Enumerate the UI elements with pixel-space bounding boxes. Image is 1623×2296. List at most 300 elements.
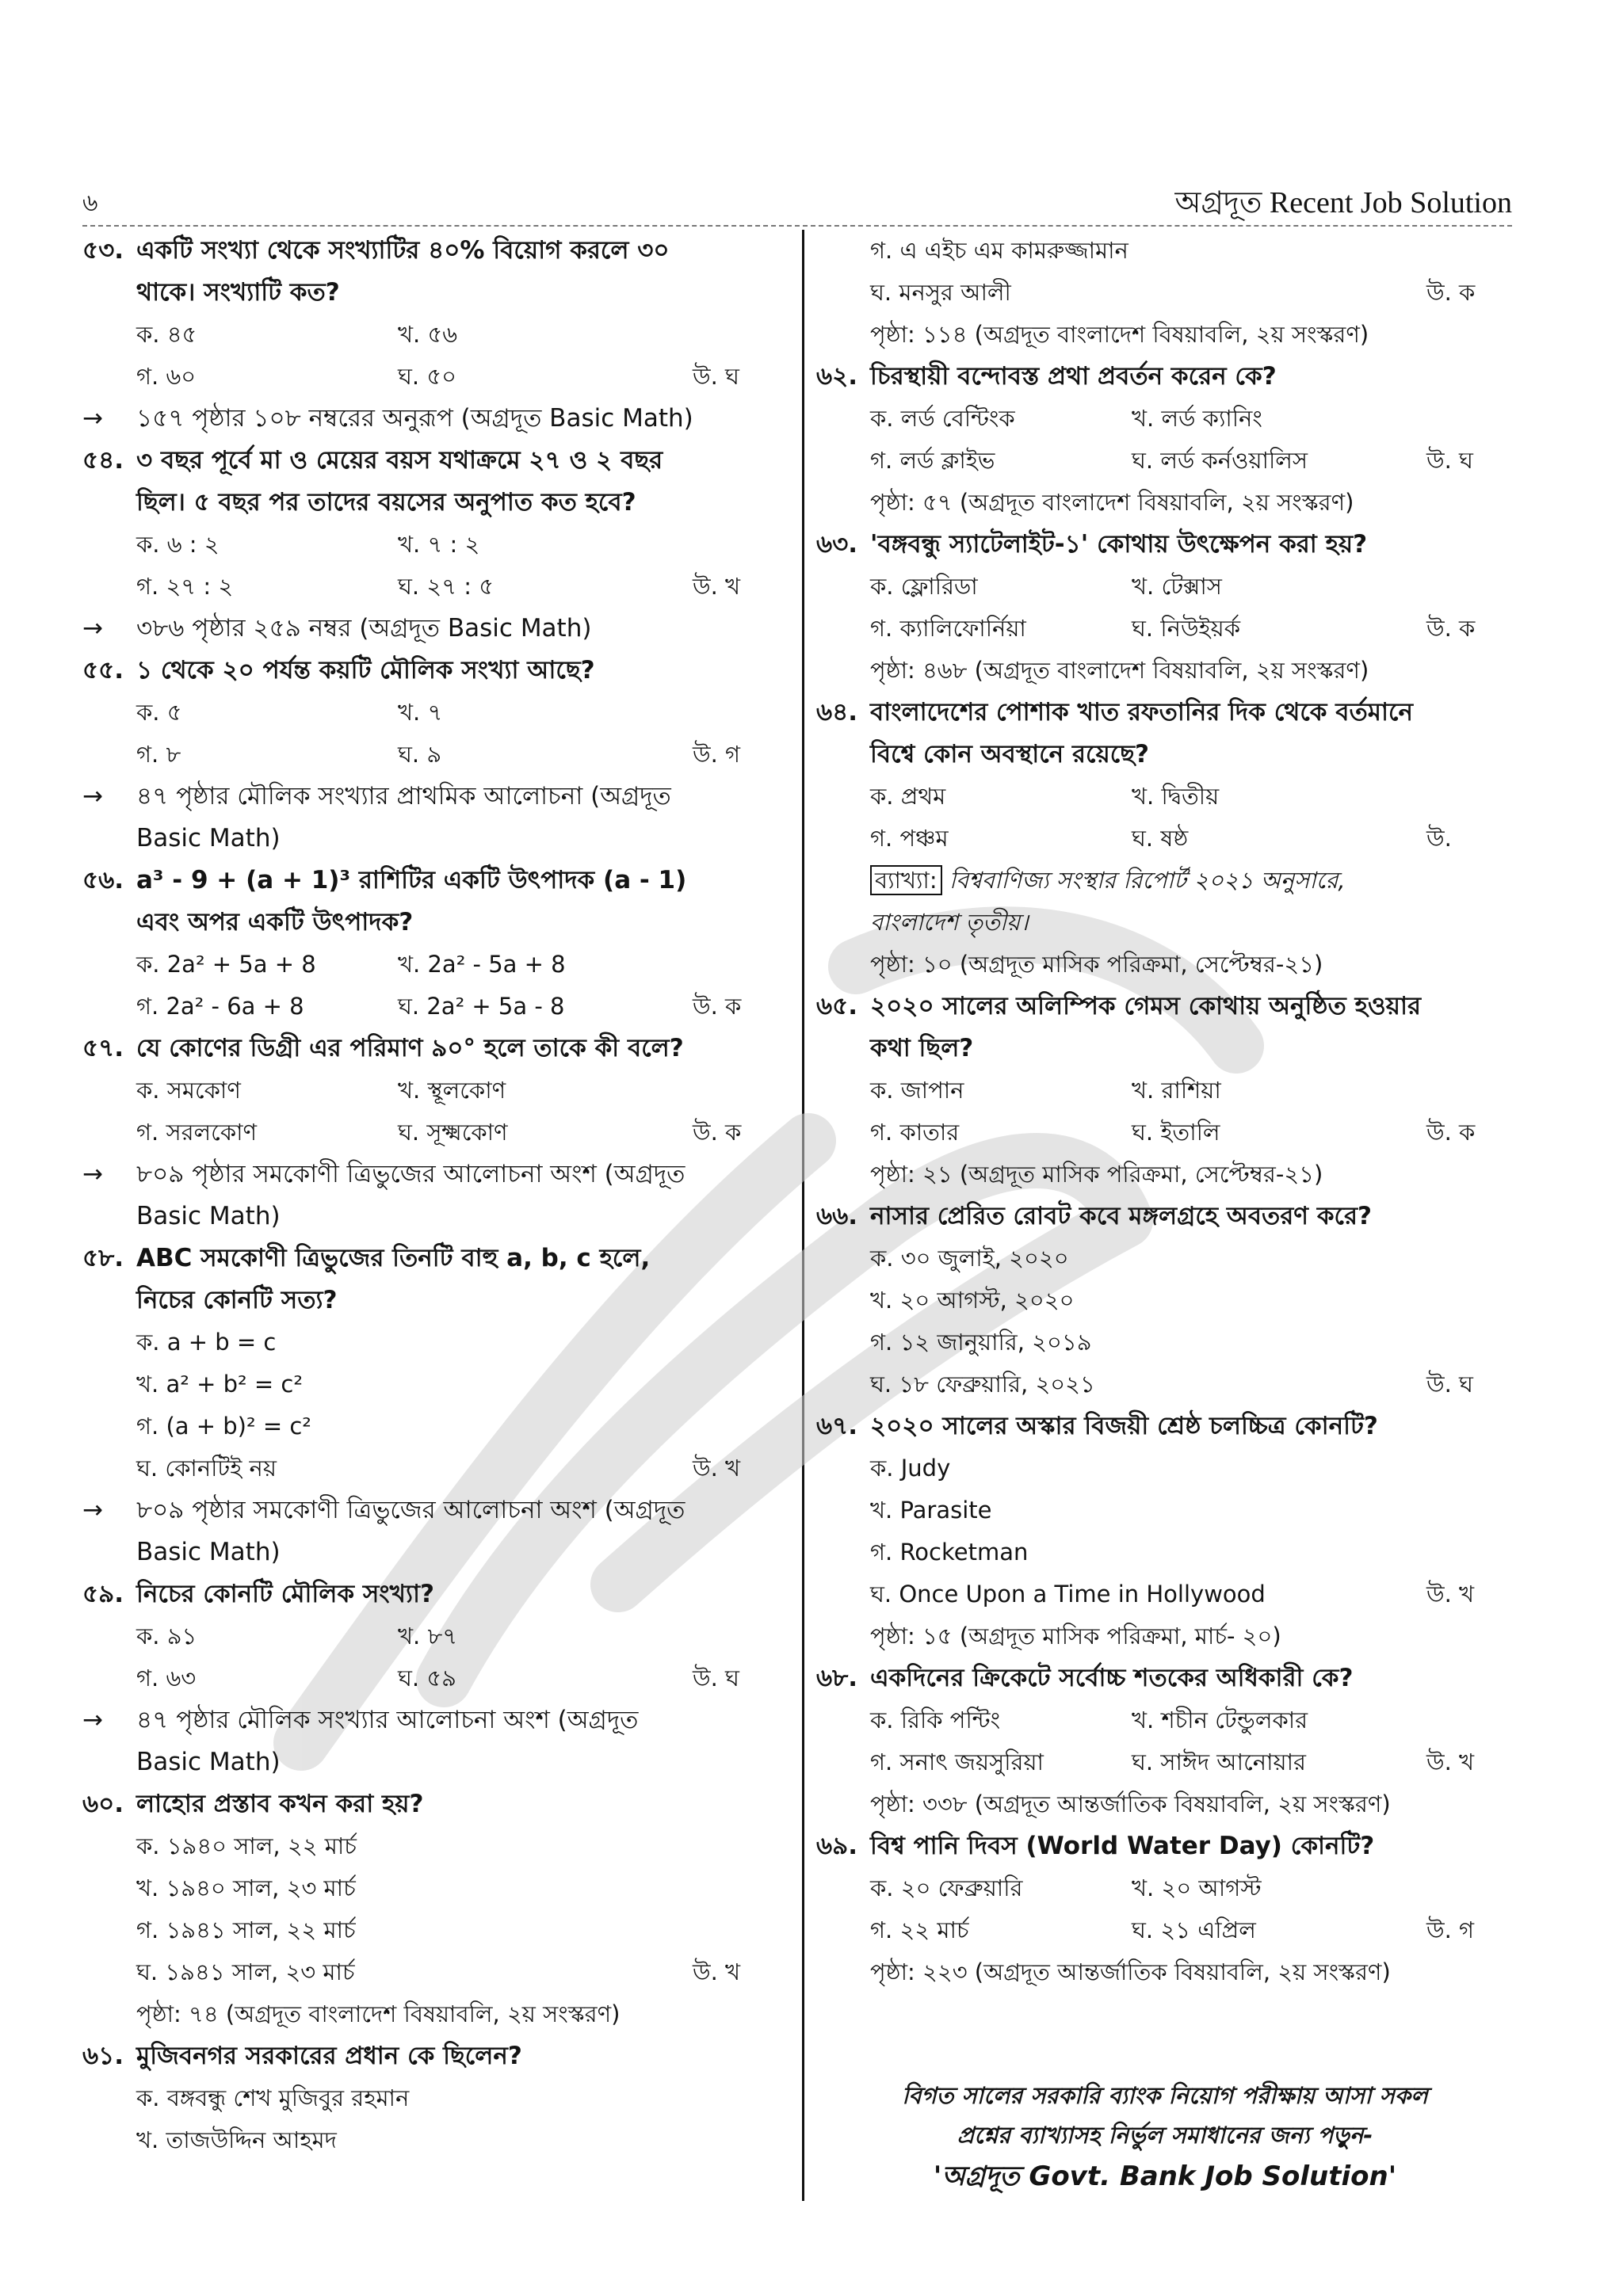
option: ঘ. সূক্ষ্মকোণ [398,1119,508,1146]
option: গ. সনাৎ জয়সুরিয়া [870,1749,1044,1775]
option-row [136,1070,780,1112]
explanation-tag: ব্যাখ্যা: [870,865,942,895]
options [82,2077,780,2161]
source-reference: পৃষ্ঠা: ১৫ (অগ্রদূত মাসিক পরিক্রমা, মার্চ- ২০) [870,1623,1281,1650]
reference-text: ৮০৯ পৃষ্ঠার সমকোণী ত্রিভুজের আলোচনা অংশ (অগ্রদূত [136,1160,685,1188]
option: খ. রাশিয়া [1132,1077,1221,1104]
answer-label [693,944,780,986]
option: ঘ. ১৯৪১ সাল, ২৩ মার্চ [136,1958,355,1985]
reference-text: Basic Math) [136,1538,281,1566]
reference-text: ৩৮৬ পৃষ্ঠার ২৫৯ নম্বর (অগ্রদূত Basic Math) [136,614,592,643]
answer-label: উ. খ [693,1958,741,1985]
footer-line-1: বিগত সালের সরকারি ব্যাংক নিয়োগ পরীক্ষায় আসা সকল [902,2082,1428,2109]
question-line [816,1825,1514,1867]
option: গ. ২২ মার্চ [870,1917,969,1943]
option-row [870,1531,1514,1573]
option-row [136,2119,780,2161]
option: গ. 2a² - 6a + 8 [136,993,304,1020]
answer-label [1426,1238,1514,1280]
question-text-continued: নিচের কোনটি সত্য? [136,1286,338,1314]
option-row [136,692,780,734]
option-row [136,2077,780,2119]
question-text: ABC সমকোণী ত্রিভুজের তিনটি বাহু a, b, c হলে, [136,1244,651,1272]
question-text: বিশ্ব পানি দিবস (World Water Day) কোনটি? [870,1832,1375,1860]
question-text: যে কোণের ডিগ্রী এর পরিমাণ ৯০° হলে তাকে কী বলে? [136,1034,684,1062]
option-row [870,398,1514,440]
option: গ. ১২ জানুয়ারি, ২০১৯ [870,1329,1092,1356]
option: ক. ১৯৪০ সাল, ২২ মার্চ [136,1833,357,1859]
option: গ. কাতার [870,1119,960,1146]
option: খ. ৭ : ২ [398,531,480,558]
question-line [816,1196,1514,1238]
question-text: একদিনের ক্রিকেটে সর্বোচ্চ শতকের অধিকারী কে? [870,1664,1354,1692]
option: ঘ. 2a² + 5a - 8 [398,993,565,1020]
option: ক. ৫ [136,699,182,726]
explanation-line [816,902,1514,944]
answer-label [693,1615,780,1657]
option-row [136,734,780,776]
option: গ. (a + b)² = c² [136,1413,311,1440]
answer-label: উ. ঘ [693,1665,739,1691]
option-row [136,1405,780,1447]
arrow-icon: → [82,614,103,643]
question-text: ৩ বছর পূর্বে মা ও মেয়ের বয়স যথাক্রমে ২৭ ও ২ বছর [136,446,663,475]
option: গ. লর্ড ক্লাইভ [870,447,995,474]
options [816,230,1514,314]
answer-label: উ. খ [1426,1581,1475,1608]
question-block [82,1238,780,1573]
option: খ. লর্ড ক্যানিং [1132,405,1262,432]
source-reference: পৃষ্ঠা: ৫৭ (অগ্রদূত বাংলাদেশ বিষয়াবলি, ২য় সংস্করণ) [870,489,1354,516]
question-block [82,1028,780,1238]
question-text: লাহোর প্রস্তাব কখন করা হয়? [136,1790,424,1818]
answer-label [1426,1447,1514,1489]
option-row [870,440,1514,482]
question-text-continued: বিশ্বে কোন অবস্থানে রয়েছে? [870,740,1149,769]
question-block [816,524,1514,692]
options [82,1615,780,1699]
question-number: ৬১. [82,2042,124,2070]
reference-line [82,776,780,818]
options [82,692,780,776]
option: ক. জাপান [870,1077,964,1104]
option-row [870,1699,1514,1741]
question-block [816,986,1514,1196]
answer-label: উ. ঘ [1426,1371,1473,1398]
source-reference: পৃষ্ঠা: ২২৩ (অগ্রদূত আন্তর্জাতিক বিষয়াবলি, ২য় সংস্করণ) [870,1958,1391,1985]
option-row [136,1447,780,1489]
option: গ. Rocketman [870,1539,1029,1566]
answer-label [693,1867,780,1909]
option-row [136,1615,780,1657]
explanation-text: বিশ্ববাণিজ্য সংস্থার রিপোর্ট ২০২১ অনুসারে, [949,867,1346,894]
answer-label [693,1405,780,1447]
options [82,1825,780,1993]
options [82,1070,780,1154]
question-text: মুজিবনগর সরকারের প্রধান কে ছিলেন? [136,2042,522,2070]
question-number: ৬৯. [816,1832,858,1860]
option-row [136,1951,780,1993]
options [816,1699,1514,1783]
option: খ. শচীন টেন্ডুলকার [1132,1707,1308,1733]
source-reference: পৃষ্ঠা: ১১৪ (অগ্রদূত বাংলাদেশ বিষয়াবলি, ২য় সংস্করণ) [870,321,1369,348]
arrow-icon: → [82,404,103,433]
question-line [82,650,780,692]
explanation-text: বাংলাদেশ তৃতীয়। [870,909,1029,936]
question-number: ৬৮. [816,1664,858,1692]
answer-label: উ. খ [1426,1749,1475,1775]
left-column [82,230,780,2161]
option-row [136,1825,780,1867]
option-row [870,1112,1514,1154]
option: গ. ১৯৪১ সাল, ২২ মার্চ [136,1917,356,1943]
option: ক. ৬ : ২ [136,531,220,558]
question-line [82,230,780,272]
question-line [82,2035,780,2077]
option: গ. ৬৩ [136,1665,197,1691]
answer-label [693,1322,780,1363]
question-block [82,440,780,650]
option-row [870,1070,1514,1112]
question-number: ৫৩. [82,236,124,265]
options [82,1322,780,1489]
option: খ. টেক্সাস [1132,573,1222,600]
question-block [816,356,1514,524]
arrow-icon: → [82,1160,103,1188]
question-text: একটি সংখ্যা থেকে সংখ্যাটির ৪০% বিয়োগ করলে ৩০ [136,236,670,265]
answer-label [1426,230,1514,272]
question-number: ৫৮. [82,1244,124,1272]
question-block [82,650,780,860]
reference-line [82,1531,780,1573]
option-row [870,1867,1514,1909]
option-row [136,356,780,398]
question-line [816,1657,1514,1699]
question-block [816,1825,1514,1993]
answer-label [1426,566,1514,608]
question-number: ৫৭. [82,1034,124,1062]
option-row [870,1322,1514,1363]
question-line [816,524,1514,566]
option: ঘ. মনসুর আলী [870,279,1011,306]
question-text: বাংলাদেশের পোশাক খাত রফতানির দিক থেকে বর্তমানে [870,698,1413,727]
question-line [82,1573,780,1615]
option: ক. প্রথম [870,783,946,810]
arrow-icon: → [82,1706,103,1734]
option-row [870,1280,1514,1322]
answer-label [693,1825,780,1867]
options [816,1070,1514,1154]
reference-text: ৪৭ পৃষ্ঠার মৌলিক সংখ্যার আলোচনা অংশ (অগ্রদূত [136,1706,639,1734]
arrow-icon: → [82,782,103,810]
option: ঘ. ষষ্ঠ [1132,825,1189,852]
option: ঘ. Once Upon a Time in Hollywood [870,1581,1266,1608]
answer-label: উ. গ [693,741,741,768]
source-reference: পৃষ্ঠা: ৩৩৮ (অগ্রদূত আন্তর্জাতিক বিষয়াবলি, ২য় সংস্করণ) [870,1791,1391,1817]
option: খ. ৮৭ [398,1623,458,1650]
reference-line [82,1154,780,1196]
reference-line [82,818,780,860]
question-block [82,1783,780,2035]
option: খ. ২০ আগস্ট [1132,1875,1262,1901]
option: খ. ৭ [398,699,443,726]
answer-label [1426,1867,1514,1909]
arrow-icon [82,1741,136,1783]
answer-label: উ. [1426,825,1452,852]
column-divider [802,230,804,2201]
option: ক. লর্ড বেন্টিংক [870,405,1015,432]
option-row [870,1573,1514,1615]
question-number: ৬৩. [816,530,858,559]
source-reference: পৃষ্ঠা: ১০ (অগ্রদূত মাসিক পরিক্রমা, সেপ্টেম্বর-২১) [870,951,1323,978]
option: ঘ. ২৭ : ৫ [398,573,495,600]
header-rule [82,225,1512,227]
reference-text: ৮০৯ পৃষ্ঠার সমকোণী ত্রিভুজের আলোচনা অংশ (অগ্রদূত [136,1496,685,1524]
answer-label: উ. গ [1426,1917,1475,1943]
source-reference: পৃষ্ঠা: ৪৬৮ (অগ্রদূত বাংলাদেশ বিষয়াবলি, ২য় সংস্করণ) [870,657,1369,684]
option-row [136,1363,780,1405]
question-text: ১ থেকে ২০ পর্যন্ত কয়টি মৌলিক সংখ্যা আছে? [136,656,595,685]
option-row [136,1112,780,1154]
answer-label [693,314,780,356]
reference-line [82,608,780,650]
question-block [82,1573,780,1783]
option-row [870,566,1514,608]
option-row [136,1322,780,1363]
option: গ. ৬০ [136,363,197,390]
footer-line-2: প্রশ্নের ব্যাখ্যাসহ নির্ভুল সমাধানের জন্য পড়ুন- [957,2122,1373,2149]
option: গ. সরলকোণ [136,1119,258,1146]
question-line [82,1783,780,1825]
option-row [136,944,780,986]
option: ক. রিকি পন্টিং [870,1707,1001,1733]
answer-label [1426,1699,1514,1741]
answer-label: উ. ঘ [693,363,739,390]
option: ক. a + b = c [136,1329,277,1356]
question-block [816,692,1514,986]
answer-label [693,1363,780,1405]
answer-label [1426,1280,1514,1322]
option-row [870,1489,1514,1531]
question-number: ৬৪. [816,698,858,727]
question-line [82,860,780,902]
answer-label: উ. খ [693,573,741,600]
options [816,398,1514,482]
option-row [870,818,1514,860]
options [816,566,1514,650]
question-number: ৫৫. [82,656,124,685]
question-number: ৫৬. [82,866,124,894]
option: খ. a² + b² = c² [136,1371,303,1398]
answer-label [1426,1531,1514,1573]
question-number: ৬২. [816,362,858,391]
options [816,1447,1514,1615]
question-line [816,986,1514,1028]
option: ঘ. ৯ [398,741,442,768]
option-row [136,524,780,566]
options [816,1867,1514,1951]
option: ক. Judy [870,1455,951,1482]
question-line [816,356,1514,398]
question-block [82,2035,780,2161]
option-row [870,272,1514,314]
options [82,944,780,1028]
option: ক. সমকোণ [136,1077,241,1104]
question-text: ২০২০ সালের অস্কার বিজয়ী শ্রেষ্ঠ চলচ্চিত্র কোনটি? [870,1412,1378,1440]
option: খ. ১৯৪০ সাল, ২৩ মার্চ [136,1875,356,1901]
question-block [816,230,1514,356]
question-line [82,440,780,482]
option-row [136,1867,780,1909]
options [82,314,780,398]
option: ক. ৪৫ [136,321,197,348]
options [816,1238,1514,1405]
option-row [870,1238,1514,1280]
option-row [870,1447,1514,1489]
option-row [136,1909,780,1951]
answer-label: উ. ক [1426,615,1476,642]
reference-text: ১৫৭ পৃষ্ঠার ১০৮ নম্বরের অনুরূপ (অগ্রদূত Basic Math) [136,404,693,433]
option: খ. দ্বিতীয় [1132,783,1220,810]
reference-text: Basic Math) [136,1748,281,1776]
arrow-icon [82,1531,136,1573]
option: ঘ. ৫৯ [398,1665,456,1691]
reference-text: ৪৭ পৃষ্ঠার মৌলিক সংখ্যার প্রাথমিক আলোচনা (অগ্রদূত [136,782,671,810]
question-text-continued: ছিল। ৫ বছর পর তাদের বয়সের অনুপাত কত হবে? [136,488,636,517]
option: খ. ২০ আগস্ট, ২০২০ [870,1287,1075,1314]
option: ঘ. ২১ এপ্রিল [1132,1917,1256,1943]
question-number: ৬৬. [816,1202,858,1230]
answer-label [693,2119,780,2161]
option: ঘ. ১৮ ফেব্রুয়ারি, ২০২১ [870,1371,1095,1398]
option: ঘ. সাঈদ আনোয়ার [1132,1749,1306,1775]
reference-line [82,398,780,440]
option: ক. ৯১ [136,1623,197,1650]
option: ক. বঙ্গবন্ধু শেখ মুজিবুর রহমান [136,2084,410,2111]
question-text: নাসার প্রেরিত রোবট কবে মঙ্গলগ্রহে অবতরণ করে? [870,1202,1372,1230]
reference-line [82,1699,780,1741]
question-number: ৬৭. [816,1412,858,1440]
question-text-continued: কথা ছিল? [870,1034,974,1062]
question-text: নিচের কোনটি মৌলিক সংখ্যা? [136,1580,434,1608]
question-text: ২০২০ সালের অলিম্পিক গেমস কোথায় অনুষ্ঠিত হওয়ার [870,992,1421,1020]
option-row [870,1909,1514,1951]
arrow-icon: → [82,1496,103,1524]
answer-label [693,692,780,734]
answer-label [1426,1489,1514,1531]
option: ক. ২০ ফেব্রুয়ারি [870,1875,1023,1901]
option-row [136,1657,780,1699]
option-row [136,986,780,1028]
option: ঘ. নিউইয়র্ক [1132,615,1241,642]
page-header-title: অগ্রদূত Recent Job Solution [1174,186,1512,219]
question-text-continued: এবং অপর একটি উৎপাদক? [136,908,414,936]
option: গ. ক্যালিফোর্নিয়া [870,615,1026,642]
option: ঘ. ৫০ [398,363,457,390]
reference-text: Basic Math) [136,824,281,852]
question-block [82,860,780,1028]
question-line [816,1405,1514,1447]
option: ঘ. ইতালি [1132,1119,1220,1146]
answer-label: উ. ক [693,993,742,1020]
option: খ. Parasite [870,1497,992,1524]
answer-label [693,1070,780,1112]
question-line [816,692,1514,734]
option: ক. ফ্লোরিডা [870,573,978,600]
answer-label: উ. ক [693,1119,742,1146]
answer-label: উ. ক [1426,279,1476,306]
question-line [82,1238,780,1280]
answer-label [693,2077,780,2119]
source-reference: পৃষ্ঠা: ২১ (অগ্রদূত মাসিক পরিক্রমা, সেপ্টেম্বর-২১) [870,1161,1323,1188]
answer-label [693,1909,780,1951]
option-row [870,1741,1514,1783]
arrow-icon [82,818,136,860]
question-line [82,1028,780,1070]
option: ক. ৩০ জুলাই, ২০২০ [870,1245,1069,1272]
question-number: ৬০. [82,1790,124,1818]
source-reference: পৃষ্ঠা: ৭৪ (অগ্রদূত বাংলাদেশ বিষয়াবলি, ২য় সংস্করণ) [136,2000,621,2027]
answer-label [693,524,780,566]
question-block [816,1405,1514,1657]
option-row [136,566,780,608]
question-text-continued: থাকে। সংখ্যাটি কত? [136,278,340,307]
answer-label [1426,1322,1514,1363]
answer-label [1426,398,1514,440]
answer-label [1426,1070,1514,1112]
question-number: ৬৫. [816,992,858,1020]
option-row [870,608,1514,650]
question-text: 'বঙ্গবন্ধু স্যাটেলাইট-১' কোথায় উৎক্ষেপন করা হয়? [870,530,1368,559]
reference-text: Basic Math) [136,1202,281,1230]
question-text: a³ - 9 + (a + 1)³ রাশিটির একটি উৎপাদক (a - 1) [136,866,687,894]
answer-label: উ. খ [693,1455,741,1482]
footer-book-title: 'অগ্রদূত Govt. Bank Job Solution' [933,2161,1397,2192]
option: ঘ. লর্ড কর্নওয়ালিস [1132,447,1308,474]
option-row [136,314,780,356]
explanation-line [816,860,1514,902]
question-number: ৫৪. [82,446,124,475]
option: খ. 2a² - 5a + 8 [398,951,566,978]
reference-line [82,1489,780,1531]
answer-label: উ. ক [1426,1119,1476,1146]
reference-line [82,1741,780,1783]
footer-promo [816,2076,1514,2198]
answer-label [1426,776,1514,818]
question-number: ৫৯. [82,1580,124,1608]
arrow-icon [82,1196,136,1238]
option: গ. পঞ্চম [870,825,949,852]
page-number: ৬ [82,189,98,217]
question-block [816,1196,1514,1405]
right-column [816,230,1514,1993]
question-block [816,1657,1514,1825]
option-row [870,1363,1514,1405]
option: গ. ৮ [136,741,181,768]
question-text: চিরস্থায়ী বন্দোবস্ত প্রথা প্রবর্তন করেন কে? [870,362,1277,391]
options [816,776,1514,860]
option-row [870,776,1514,818]
reference-line [82,1196,780,1238]
option: ঘ. কোনটিই নয় [136,1455,277,1482]
question-block [82,230,780,440]
option: খ. স্থূলকোণ [398,1077,506,1104]
option: গ. ২৭ : ২ [136,573,234,600]
option: খ. তাজউদ্দিন আহমদ [136,2126,337,2153]
option: গ. এ এইচ এম কামরুজ্জামান [870,237,1128,264]
option-row [870,230,1514,272]
option: খ. ৫৬ [398,321,458,348]
